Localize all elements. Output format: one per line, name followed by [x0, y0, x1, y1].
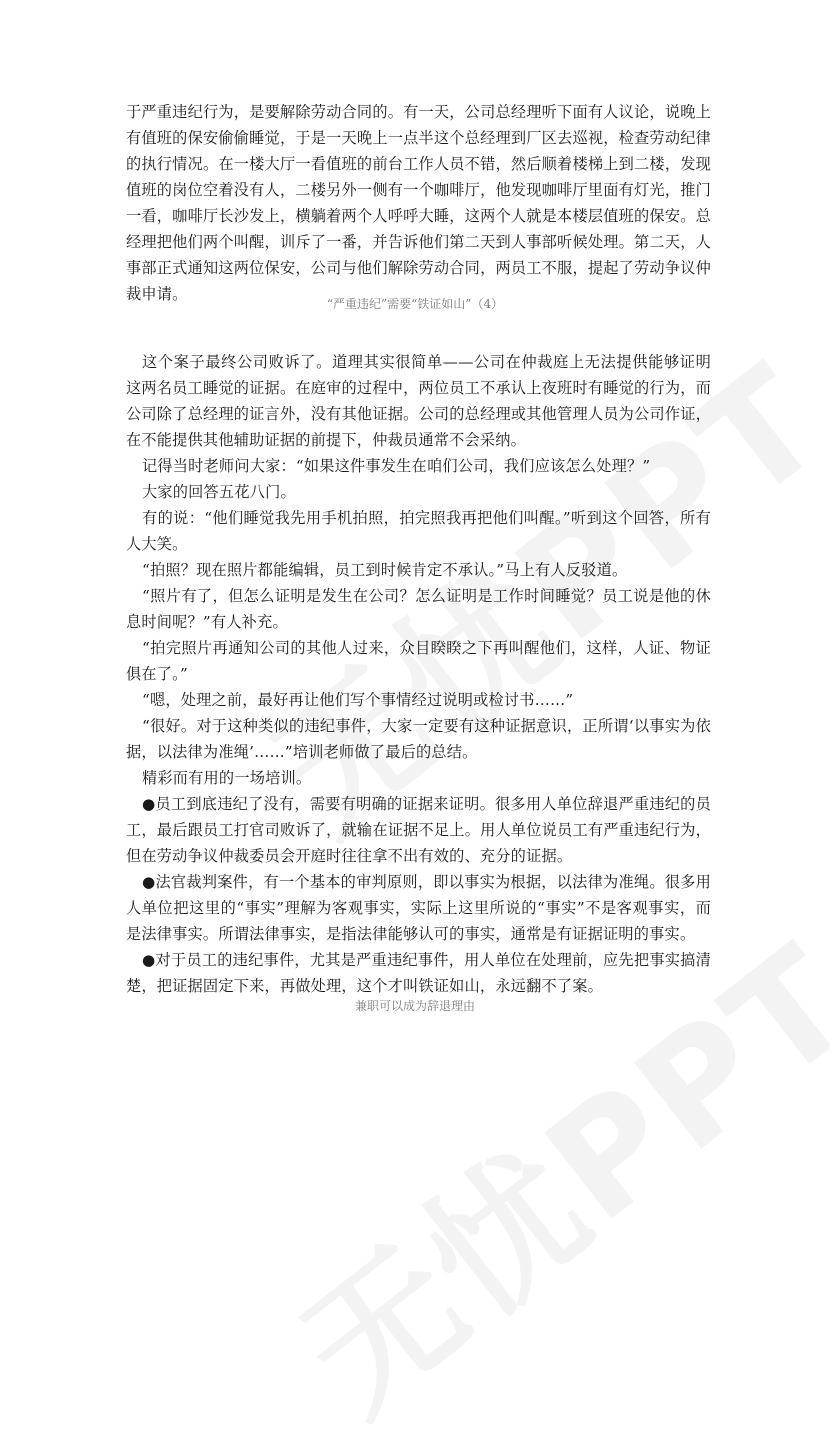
intro-paragraph: 于严重违纪行为，是要解除劳动合同的。有一天，公司总经理听下面有人议论，说晚上有值班的保安偷偷睡觉，于是一天晚上一点半这个总经理到厂区去巡视，检查劳动纪律的执行情况。在一楼大厅一看值班的前台工作人员不错，然后顺着楼梯上到二楼，发现值班的岗位空着没有人，二楼另外一侧有一个咖啡厅，他发现咖啡厅里面有灯光，推门一看，咖啡厅长沙发上，横躺着两个人呼呼大睡，这两个人就是本楼层值班的保安。总经理把他们两个叫醒，训斥了一番，并告诉他们第二天到人事部听候处理。第二天，人事部正式通知这两位保安，公司与他们解除劳动合同，两员工不服，提起了劳动争议仲裁申请。: [126, 103, 711, 303]
bullet-paragraph: ●法官裁判案件，有一个基本的审判原则，即以事实为根据，以法律为准绳。很多用人单位把这里的“事实”理解为客观事实，实际上这里所说的“事实”不是客观事实，而是法律事实。所谓法律事实，是指法律能够认可的事实，通常是有证据证明的事实。: [126, 873, 711, 943]
body-block: [126, 349, 711, 999]
body-paragraph: 大家的回答五花八门。: [142, 483, 296, 501]
body-paragraph: “很好。对于这种类似的违纪事件，大家一定要有这种证据意识，正所谓‘以事实为依据，以法律为准绳’……”培训老师做了最后的总结。: [126, 717, 711, 761]
body-paragraph: 这个案子最终公司败诉了。道理其实很简单——公司在仲裁庭上无法提供能够证明这两名员工睡觉的证据。在庭审的过程中，两位员工不承认上夜班时有睡觉的行为，而公司除了总经理的证言外，没有其他证据。公司的总经理或其他管理人员为公司作证，在不能提供其他辅助证据的前提下，仲裁员通常不会采纳。: [126, 353, 711, 449]
bullet-paragraph: ●员工到底违纪了没有，需要有明确的证据来证明。很多用人单位辞退严重违纪的员工，最后跟员工打官司败诉了，就输在证据不足上。用人单位说员工有严重违纪行为，但在劳动争议仲裁委员会开庭时往往拿不出有效的、充分的证据。: [126, 795, 711, 865]
figure-caption: “严重违纪”需要“铁证如山”（4）: [326, 297, 504, 311]
body-paragraph: “拍照？现在照片都能编辑，员工到时候肯定不承认。”马上有人反驳道。: [142, 561, 628, 579]
body-paragraph: “拍完照片再通知公司的其他人过来，众目睽睽之下再叫醒他们，这样，人证、物证俱在了。”: [126, 639, 711, 683]
body-paragraph: “照片有了，但怎么证明是发生在公司？怎么证明是工作时间睡觉？员工说是他的休息时间呢？”有人补充。: [126, 587, 711, 631]
body-paragraph: “嗯，处理之前，最好再让他们写个事情经过说明或检讨书……”: [142, 691, 574, 709]
body-paragraph: 有的说：“他们睡觉我先用手机拍照，拍完照我再把他们叫醒。”听到这个回答，所有人大笑。: [126, 509, 711, 553]
intro-block: [126, 99, 711, 307]
body-paragraph: 记得当时老师问大家：“如果这件事发生在咱们公司，我们应该怎么处理？”: [142, 457, 651, 475]
section-caption: 兼职可以成为辞退理由: [354, 999, 475, 1013]
body-paragraph: 精彩而有用的一场培训。: [142, 769, 312, 787]
bullet-paragraph: ●对于员工的违纪事件，尤其是严重违纪事件，用人单位在处理前，应先把事实搞清楚，把证据固定下来，再做处理，这个才叫铁证如山，永远翻不了案。: [126, 951, 711, 995]
